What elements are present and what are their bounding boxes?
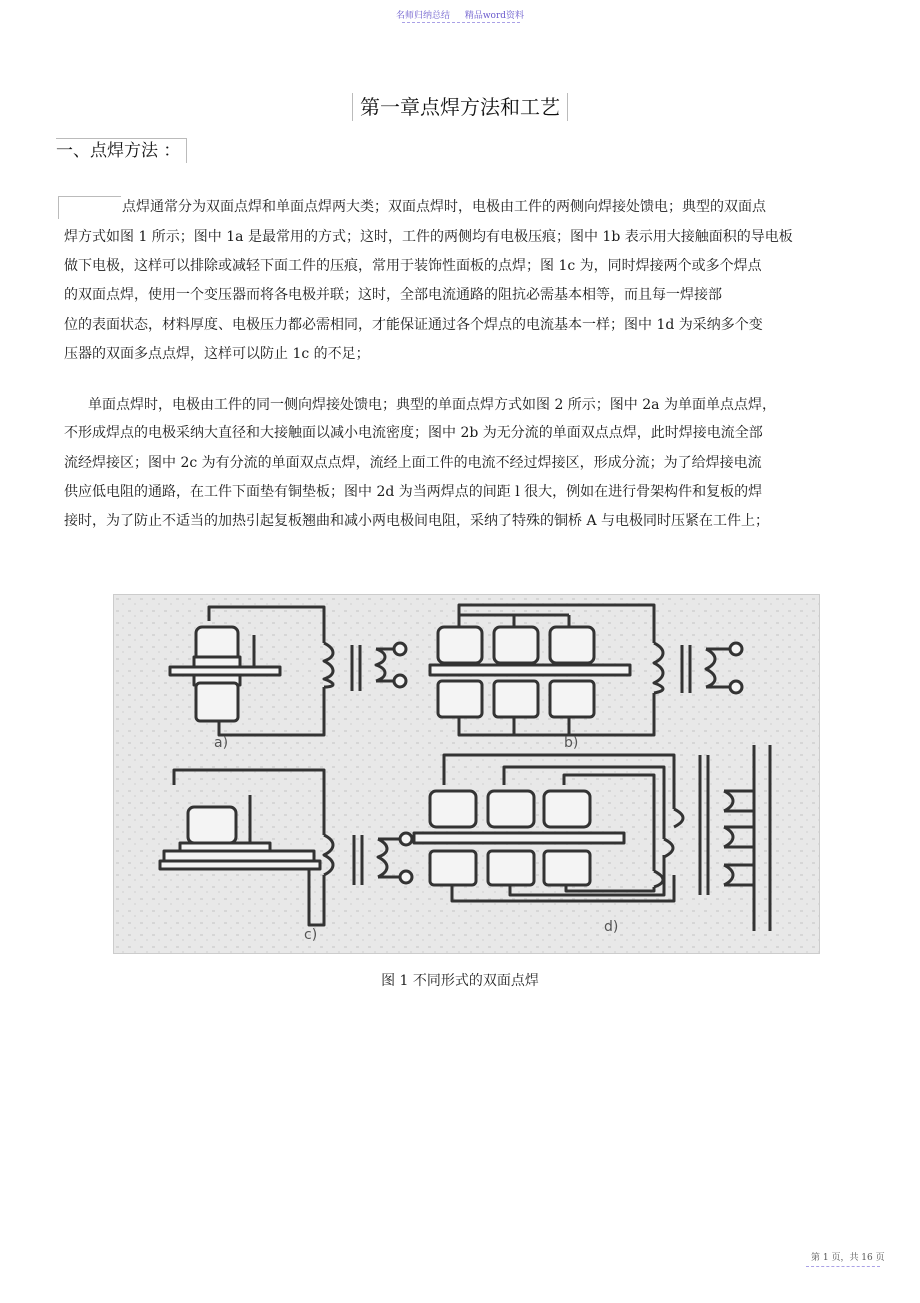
label-b: b) bbox=[564, 735, 579, 751]
header-divider bbox=[402, 22, 520, 23]
label-d: d) bbox=[604, 919, 619, 935]
paragraph1-line: 压器的双面多点点焊，这样可以防止 1c 的不足； bbox=[64, 346, 370, 362]
chapter-title: 第一章点焊方法和工艺 bbox=[352, 93, 568, 121]
page-header bbox=[0, 8, 920, 21]
welding-diagram-figure bbox=[113, 594, 820, 954]
paragraph1-line: 焊方式如图 1 所示；图中 1a 是最常用的方式；这时，工件的两侧均有电极压痕；图中 1b 表示用大接触面积的导电板 bbox=[64, 229, 793, 245]
paragraph2-line: 不形成焊点的电极采纳大直径和大接触面以减小电流密度；图中 2b 为无分流的单面双点点焊，此时焊接电流全部 bbox=[64, 425, 763, 441]
page-footer: 第 1 页，共 16 页 bbox=[811, 1253, 885, 1263]
welding-diagram bbox=[114, 595, 819, 953]
paragraph2-line: 流经焊接区；图中 2c 为有分流的单面双点点焊，流经上面工件的电流不经过焊接区，形成分流；为了给焊接电流 bbox=[64, 455, 762, 471]
header-left: 名师归纳总结 bbox=[395, 11, 450, 21]
paragraph1-line: 位的表面状态，材料厚度、电极压力都必需相同，才能保证通过各个焊点的电流基本一样；图中 1d 为采纳多个变 bbox=[64, 317, 763, 333]
figure-caption: 图 1 不同形式的双面点焊 bbox=[381, 973, 539, 989]
paragraph1-line: 做下电极，这样可以排除或减轻下面工件的压痕，常用于装饰性面板的点焊；图 1c 为，同时焊接两个或多个焊点 bbox=[64, 258, 762, 274]
paragraph2-line: 单面点焊时，电极由工件的同一侧向焊接处馈电；典型的单面点焊方式如图 2 所示；图中 2a 为单面单点点焊， bbox=[88, 397, 776, 413]
paragraph2-line: 接时，为了防止不适当的加热引起复板翘曲和减小两电极间电阻，采纳了特殊的铜桥 A 与电极同时压紧在工件上； bbox=[64, 513, 770, 529]
label-a: a) bbox=[214, 735, 229, 751]
paragraph1-line: 点焊通常分为双面点焊和单面点焊两大类；双面点焊时，电极由工件的两侧向焊接处馈电；典型的双面点 bbox=[122, 199, 766, 215]
label-c: c) bbox=[304, 927, 318, 943]
header-right: 精品word资料 bbox=[464, 11, 525, 21]
paragraph1-line: 的双面点焊，使用一个变压器而将各电极并联；这时，全部电流通路的阻抗必需基本相等，而且每一焊接部 bbox=[64, 287, 722, 303]
paragraph2-line: 供应低电阻的通路，在工件下面垫有铜垫板；图中 2d 为当两焊点的间距 l 很大，例如在进行骨架构件和复板的焊 bbox=[64, 484, 763, 500]
indent-mark bbox=[58, 196, 121, 219]
section-heading: 一、点焊方法 ： bbox=[56, 138, 187, 163]
footer-divider bbox=[806, 1266, 880, 1267]
